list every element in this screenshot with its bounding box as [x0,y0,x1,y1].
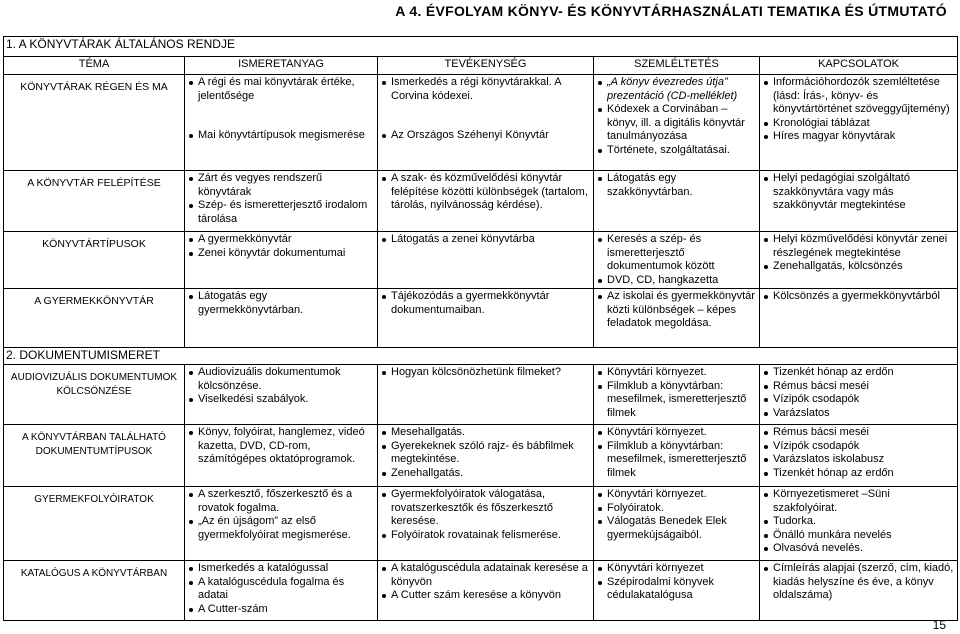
list-item: Zenehallgatás, kölcsönzés [762,260,955,274]
kapcsolatok-cell [760,289,958,348]
list-item: Keresés a szép- és ismeretterjesztő dokumentumok között [596,233,757,274]
list-item: Címleírás alapjai (szerző, cím, kiadó, kiadás helyszíne és éve, a könyv oldalszáma) [762,562,955,603]
szemleltetes-cell [594,289,760,348]
table-row [4,171,958,232]
list-item: Folyóiratok. [596,502,757,516]
list-item: Könyvtári környezet. [596,366,757,380]
tevekenyseg-cell [378,75,594,171]
list-item: A Cutter-szám [187,603,375,617]
list-item: Környezetismeret –Süni szakfolyóirat. [762,488,955,515]
list-item: Könyvtári környezet [596,562,757,576]
list-item: DVD, CD, hangkazetta [596,274,757,288]
list-item: Tizenkét hónap az erdőn [762,366,955,380]
ismeretanyag-cell [185,365,378,425]
kapcsolatok-cell [760,171,958,232]
list-item: Filmklub a könyvtárban: mesefilmek, ismeretterjesztő filmek [596,440,757,481]
list-item: Audiovizuális dokumentumok kölcsönzése. [187,366,375,393]
list-item: Az Országos Széhenyi Könyvtár [380,129,591,143]
list-item: Válogatás Benedek Elek gyermekújságaiból. [596,515,757,542]
table-row [4,487,958,561]
ismeretanyag-cell [185,232,378,289]
list-item: Információhordozók szemléltetése (lásd: Írás-, könyv- és könyvtártörténet szöveggyűjtemény) [762,76,955,117]
list-item: Szép- és ismeretterjesztő irodalom tárolása [187,199,375,226]
ismeretanyag-cell [185,425,378,487]
list-item: Könyvtári környezet. [596,426,757,440]
tevekenyseg-cell [378,289,594,348]
list-item: „A könyv évezredes útja” prezentáció (CD-melléklet) [596,76,757,103]
list-item: Kronológiai táblázat [762,117,955,131]
list-item: Az iskolai és gyermekkönyvtár közti különbségek – képes feladatok megoldása. [596,290,757,331]
list-item: Ismerkedés a katalógussal [187,562,375,576]
list-item: Mai könyvtártípusok megismerése [187,129,375,143]
topic-cell: A KÖNYVTÁR FELÉPÍTÉSE [4,171,185,232]
list-item: Gyermekfolyóiratok válogatása, rovatszerkesztők és főszerkesztő keresése. [380,488,591,529]
topic-cell: A KÖNYVTÁRBAN TALÁLHATÓ DOKUMENTUMTÍPUSOK [4,425,185,487]
section-1-title: 1. A KÖNYVTÁRAK ÁLTALÁNOS RENDJE [4,37,958,57]
szemleltetes-cell [594,75,760,171]
kapcsolatok-cell [760,232,958,289]
list-item: Helyi közművelődési könyvtár zenei részlegének megtekintése [762,233,955,260]
list-item: Rémus bácsi meséi [762,380,955,394]
page-number: 15 [932,618,946,632]
ismeretanyag-cell [185,171,378,232]
list-item: Látogatás a zenei könyvtárba [380,233,591,247]
szemleltetes-cell [594,171,760,232]
list-item: Varázslatos iskolabusz [762,453,955,467]
list-item: Története, szolgáltatásai. [596,144,757,158]
ismeretanyag-cell [185,487,378,561]
list-item: „Az én újságom” az első gyermekfolyóirat megismerése. [187,515,375,542]
list-item: Kódexek a Corvinában – könyv, ill. a digitális könyvtár tanulmányozása [596,103,757,144]
topic-cell: AUDIOVIZUÁLIS DOKUMENTUMOK KÖLCSÖNZÉSE [4,365,185,425]
table-row [4,425,958,487]
list-item: Szépirodalmi könyvek cédulakatalógusa [596,576,757,603]
ismeretanyag-cell [185,561,378,621]
list-item: A gyermekkönyvtár [187,233,375,247]
header-tema: TÉMA [4,57,185,75]
list-item: Mesehallgatás. [380,426,591,440]
list-item: Híres magyar könyvtárak [762,130,955,144]
header-tevekenyseg: TEVÉKENYSÉG [378,57,594,75]
list-item: Könyvtári környezet. [596,488,757,502]
list-item: A katalóguscédula adatainak keresése a könyvön [380,562,591,589]
list-item: Tudorka. [762,515,955,529]
list-item: Önálló munkára nevelés [762,529,955,543]
ismeretanyag-cell [185,75,378,171]
section-1-row [4,37,958,57]
list-item: Ismerkedés a régi könyvtárakkal. A Corvina kódexei. [380,76,591,103]
kapcsolatok-cell [760,561,958,621]
list-item: Könyv, folyóirat, hanglemez, videó kazetta, DVD, CD-rom, számítógépes oktatóprogramok. [187,426,375,467]
header-kapcsolatok: KAPCSOLATOK [760,57,958,75]
list-item: A szerkesztő, főszerkesztő és a rovatok fogalma. [187,488,375,515]
list-item: Varázslatos [762,407,955,421]
document-title: A 4. ÉVFOLYAM KÖNYV- ÉS KÖNYVTÁRHASZNÁLATI TEMATIKA ÉS ÚTMUTATÓ [395,3,947,19]
list-item: Helyi pedagógiai szolgáltató szakkönyvtára vagy más szakkönyvtár megtekintése [762,172,955,213]
szemleltetes-cell [594,487,760,561]
list-item: Vízipók csodapók [762,393,955,407]
topic-cell: GYERMEKFOLYÓIRATOK [4,487,185,561]
ismeretanyag-cell [185,289,378,348]
list-item: A katalóguscédula fogalma és adatai [187,576,375,603]
list-item: Hogyan kölcsönözhetünk filmeket? [380,366,591,380]
list-item: A szak- és közművelődési könyvtár felépítése közötti különbségek (tartalom, tárolás, nyilvánosság kérdése). [380,172,591,213]
section-2-row [4,348,958,365]
table-row [4,75,958,171]
list-item: Gyerekeknek szóló rajz- és bábfilmek megtekintése. [380,440,591,467]
table-row [4,289,958,348]
list-item: Zenei könyvtár dokumentumai [187,247,375,261]
list-item: Látogatás egy gyermekkönyvtárban. [187,290,375,317]
section-2-title: 2. DOKUMENTUMISMERET [4,348,958,365]
szemleltetes-cell [594,425,760,487]
tevekenyseg-cell [378,365,594,425]
tevekenyseg-cell [378,425,594,487]
tevekenyseg-cell [378,171,594,232]
kapcsolatok-cell [760,365,958,425]
table-row [4,232,958,289]
topic-cell: KÖNYVTÁRTÍPUSOK [4,232,185,289]
list-item: Vízipók csodapók [762,440,955,454]
thematic-table [3,36,958,621]
kapcsolatok-cell [760,75,958,171]
tevekenyseg-cell [378,561,594,621]
list-item: A Cutter szám keresése a könyvön [380,589,591,603]
table-row [4,365,958,425]
header-szemleltetes: SZEMLÉLTETÉS [594,57,760,75]
topic-cell: KÖNYVTÁRAK RÉGEN ÉS MA [4,75,185,171]
list-item: Viselkedési szabályok. [187,393,375,407]
kapcsolatok-cell [760,425,958,487]
szemleltetes-cell [594,232,760,289]
szemleltetes-cell [594,365,760,425]
list-item: Tájékozódás a gyermekkönyvtár dokumentumaiban. [380,290,591,317]
tevekenyseg-cell [378,232,594,289]
list-item: Folyóiratok rovatainak felismerése. [380,529,591,543]
header-row [4,57,958,75]
header-ismeretanyag: ISMERETANYAG [185,57,378,75]
list-item: Zárt és vegyes rendszerű könyvtárak [187,172,375,199]
tevekenyseg-cell [378,487,594,561]
list-item: Látogatás egy szakkönyvtárban. [596,172,757,199]
list-item: A régi és mai könyvtárak értéke, jelentősége [187,76,375,103]
szemleltetes-cell [594,561,760,621]
list-item: Zenehallgatás. [380,467,591,481]
table-row [4,561,958,621]
list-item: Tizenkét hónap az erdőn [762,467,955,481]
topic-cell: A GYERMEKKÖNYVTÁR [4,289,185,348]
topic-cell: KATALÓGUS A KÖNYVTÁRBAN [4,561,185,621]
kapcsolatok-cell [760,487,958,561]
list-item: Filmklub a könyvtárban: mesefilmek, ismeretterjesztő filmek [596,380,757,421]
list-item: Rémus bácsi meséi [762,426,955,440]
list-item: Olvasóvá nevelés. [762,542,955,556]
list-item: Kölcsönzés a gyermekkönyvtárból [762,290,955,304]
